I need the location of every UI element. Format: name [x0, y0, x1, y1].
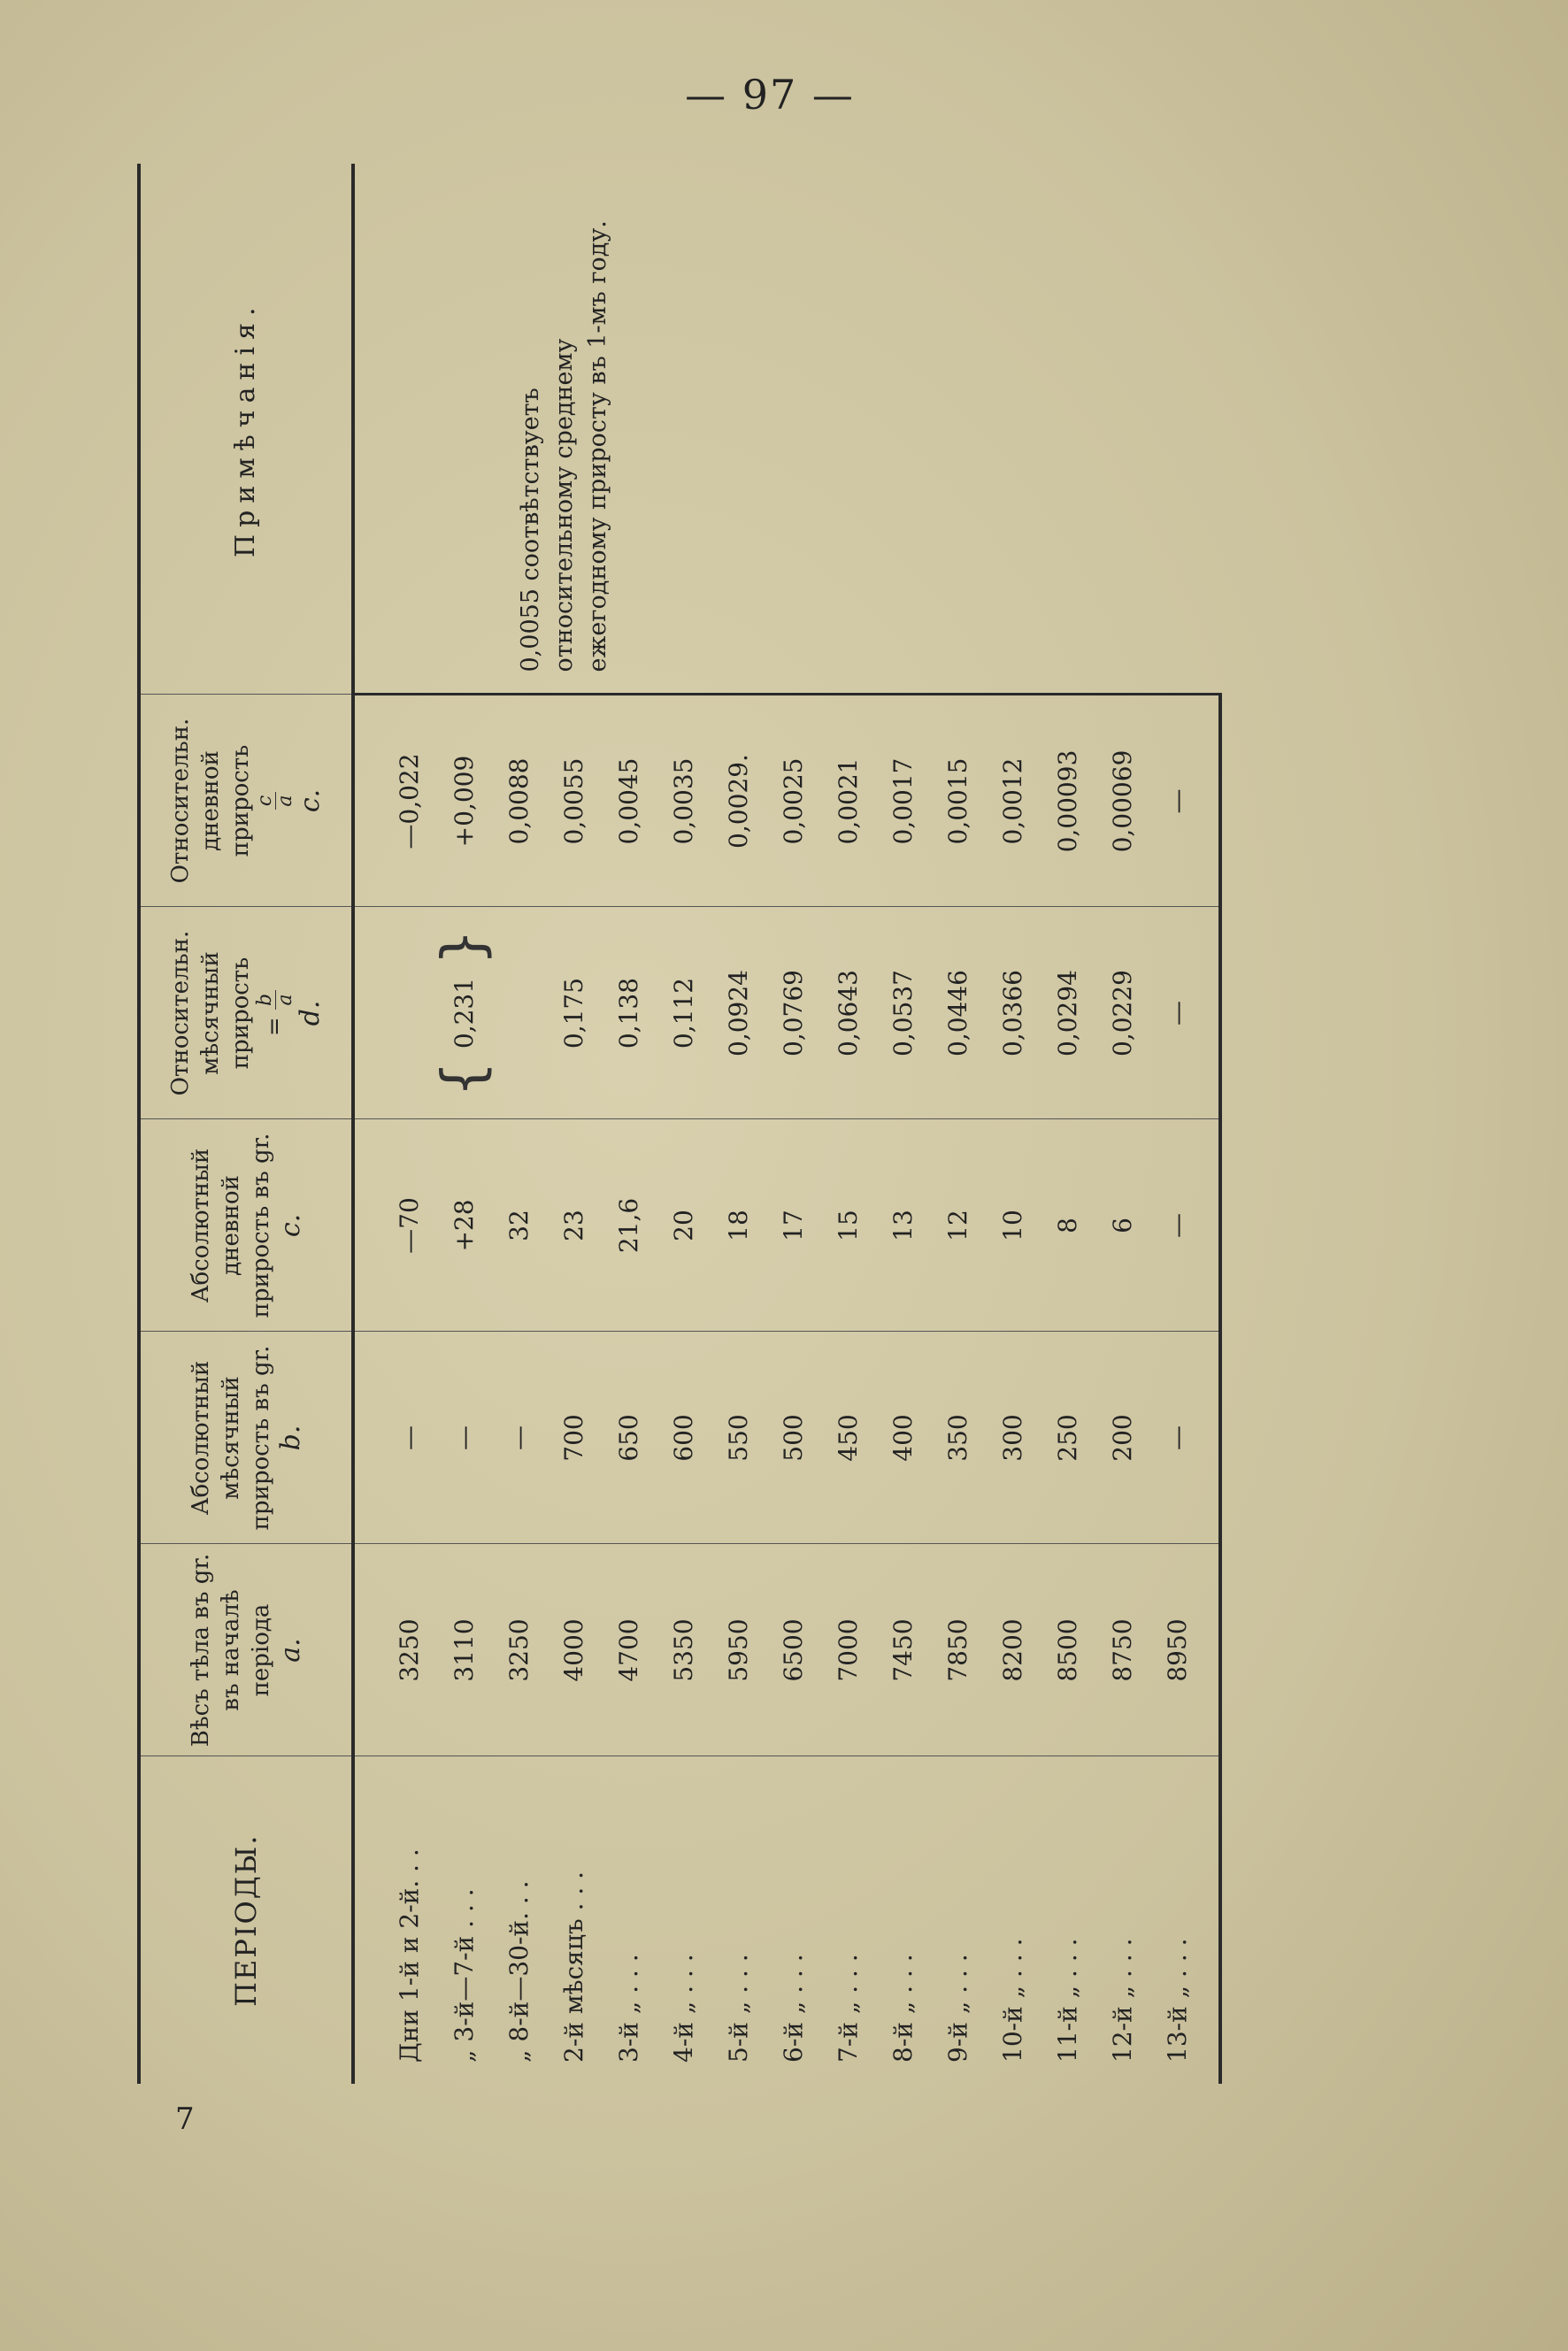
- signature-mark: 7: [175, 2101, 195, 2137]
- cell-rel-month: 0,138: [601, 907, 656, 1119]
- header-notes: Примѣчанія.: [139, 164, 353, 695]
- cell-weight: 3250: [353, 1544, 436, 1756]
- cell-rel-day: —0,022: [353, 695, 436, 907]
- cell-abs-month: 400: [875, 1332, 930, 1544]
- cell-rel-month: 0,0769: [765, 907, 820, 1119]
- header-rel-day-label: Относительн. дневной прирость: [167, 718, 254, 884]
- cell-abs-month: —: [1149, 1332, 1220, 1544]
- cell-rel-month: 0,0643: [820, 907, 875, 1119]
- header-rel-day-letter: c.: [295, 788, 326, 813]
- growth-table: [137, 164, 1222, 2084]
- note-text: 0,0055 соотвѣтствуетъ относительному среднему ежегодному приросту въ 1-мъ году.: [517, 220, 611, 672]
- cell-period: 6-й „ . . .: [778, 1954, 808, 2063]
- cell-abs-day: +28: [436, 1119, 491, 1332]
- left-brace-icon: {: [431, 1061, 496, 1097]
- cell-rel-day: 0,0045: [601, 695, 656, 907]
- cell-abs-day: 20: [656, 1119, 711, 1332]
- cell-abs-day: 8: [1040, 1119, 1095, 1332]
- cell-rel-month: 0,0537: [875, 907, 930, 1119]
- header-period: ПЕРІОДЫ.: [139, 1756, 353, 2084]
- header-rel-day: [139, 695, 353, 907]
- cell-weight: 3250: [491, 1544, 546, 1756]
- cell-period: 4-й „ . . .: [668, 1954, 698, 2063]
- cell-abs-month: —: [491, 1332, 546, 1544]
- cell-rel-month: 0,175: [546, 907, 601, 1119]
- cell-rel-month: 0,0366: [985, 907, 1040, 1119]
- cell-period: 10-й „ . . .: [997, 1938, 1027, 2063]
- cell-rel-day: 0,0021: [820, 695, 875, 907]
- cell-abs-month: 350: [930, 1332, 985, 1544]
- cell-period: 3-й „ . . .: [613, 1954, 643, 2063]
- cell-abs-month: 600: [656, 1332, 711, 1544]
- cell-abs-month: 700: [546, 1332, 601, 1544]
- rel-month-fraction: b a: [256, 990, 296, 1010]
- cell-abs-day: —: [1149, 1119, 1220, 1332]
- cell-rel-day: 0,0015: [930, 695, 985, 907]
- header-rel-month: Относительн. мѣсячный прирость = b a d.: [139, 907, 353, 1119]
- header-abs-month-label: Абсолютный мѣсячный прирость въ gr.: [187, 1345, 274, 1531]
- cell-weight: 5350: [656, 1544, 711, 1756]
- header-rel-month-label: Относительн. мѣсячный прирость: [167, 930, 254, 1096]
- cell-rel-day: 0,0017: [875, 695, 930, 907]
- cell-weight: 8950: [1149, 1544, 1220, 1756]
- cell-rel-day: —: [1149, 695, 1220, 907]
- cell-rel-day: 0,0035: [656, 695, 711, 907]
- cell-weight: 8500: [1040, 1544, 1095, 1756]
- cell-weight: 7450: [875, 1544, 930, 1756]
- cell-period: 8-й „ . . .: [888, 1954, 918, 2063]
- table-body: [353, 164, 1220, 2084]
- cell-rel-month: —: [1149, 907, 1220, 1119]
- cell-abs-day: 17: [765, 1119, 820, 1332]
- cell-abs-month: 500: [765, 1332, 820, 1544]
- cell-weight: 6500: [765, 1544, 820, 1756]
- cell-rel-month: 0,0229: [1095, 907, 1149, 1119]
- cell-weight: 7850: [930, 1544, 985, 1756]
- cell-abs-month: 550: [711, 1332, 765, 1544]
- cell-period: Дни 1-й и 2-й. . .: [394, 1848, 424, 2063]
- cell-abs-month: —: [436, 1332, 491, 1544]
- cell-rel-month: 0,0446: [930, 907, 985, 1119]
- cell-abs-day: —70: [353, 1119, 436, 1332]
- cell-abs-month: 650: [601, 1332, 656, 1544]
- cell-rel-day: +0,009: [436, 695, 491, 907]
- cell-abs-month: 300: [985, 1332, 1040, 1544]
- header-rel-month-letter: d.: [295, 1000, 326, 1026]
- cell-rel-month: 0,112: [656, 907, 711, 1119]
- header-abs-day-letter: c.: [274, 1213, 306, 1238]
- cell-period: 7-й „ . . .: [833, 1954, 863, 2063]
- cell-rel-day: 0,0025: [765, 695, 820, 907]
- header-abs-day: [139, 1119, 353, 1332]
- cell-abs-day: 15: [820, 1119, 875, 1332]
- cell-weight: 3110: [436, 1544, 491, 1756]
- cell-rel-day: 0,00093: [1040, 695, 1095, 907]
- cell-rel-day: 0,0055: [546, 695, 601, 907]
- cell-abs-day: 18: [711, 1119, 765, 1332]
- header-weight-letter: a.: [274, 1638, 306, 1663]
- cell-period: 12-й „ . . .: [1107, 1938, 1137, 2063]
- cell-period: „ 8-й—30-й. . .: [503, 1880, 534, 2063]
- cell-abs-day: 32: [491, 1119, 546, 1332]
- cell-abs-day: 6: [1095, 1119, 1149, 1332]
- cell-weight: 8200: [985, 1544, 1040, 1756]
- cell-abs-day: 13: [875, 1119, 930, 1332]
- right-brace-icon: }: [431, 929, 496, 965]
- cell-rel-month-merged: [353, 907, 546, 1119]
- cell-rel-day: 0,0012: [985, 695, 1040, 907]
- cell-rel-month: 0,0294: [1040, 907, 1095, 1119]
- cell-weight: 4000: [546, 1544, 601, 1756]
- rel-day-fraction: c a: [256, 792, 296, 810]
- cell-period: 2-й мѣсяцъ . . .: [558, 1871, 588, 2063]
- header-abs-day-label: Абсолютный дневной прирость въ gr.: [187, 1133, 274, 1318]
- header-abs-month: [139, 1332, 353, 1544]
- cell-abs-day: 10: [985, 1119, 1040, 1332]
- cell-rel-day: 0,00069: [1095, 695, 1149, 907]
- cell-abs-day: 23: [546, 1119, 601, 1332]
- cell-abs-day: 21,6: [601, 1119, 656, 1332]
- cell-abs-month: —: [353, 1332, 436, 1544]
- cell-abs-month: 450: [820, 1332, 875, 1544]
- cell-abs-day: 12: [930, 1119, 985, 1332]
- cell-notes: [353, 164, 1220, 695]
- cell-rel-month: 0,0924: [711, 907, 765, 1119]
- cell-rel-day: 0,0088: [491, 695, 546, 907]
- growth-table-frame: [137, 164, 1358, 2084]
- cell-period: 13-й „ . . .: [1149, 1756, 1220, 2084]
- cell-weight: 7000: [820, 1544, 875, 1756]
- table-row: [353, 164, 436, 2084]
- cell-period: 9-й „ . . .: [942, 1954, 972, 2063]
- cell-abs-month: 200: [1095, 1332, 1149, 1544]
- cell-weight: 8750: [1095, 1544, 1149, 1756]
- cell-weight: 5950: [711, 1544, 765, 1756]
- cell-abs-month: 250: [1040, 1332, 1095, 1544]
- cell-period: 5-й „ . . .: [723, 1954, 753, 2063]
- header-abs-month-letter: b.: [274, 1425, 306, 1451]
- cell-rel-month-merged-value: 0,231: [449, 977, 479, 1049]
- cell-period: „ 3-й—7-й . . .: [449, 1888, 479, 2063]
- cell-rel-day: 0,0029.: [711, 695, 765, 907]
- table-header-row: [139, 164, 353, 2084]
- header-weight: [139, 1544, 353, 1756]
- cell-weight: 4700: [601, 1544, 656, 1756]
- cell-period: 11-й „ . . .: [1052, 1938, 1082, 2063]
- header-weight-label: Вѣсъ тѣла въ gr. въ началѣ періода: [187, 1553, 274, 1748]
- page-number: — 97 —: [685, 71, 855, 119]
